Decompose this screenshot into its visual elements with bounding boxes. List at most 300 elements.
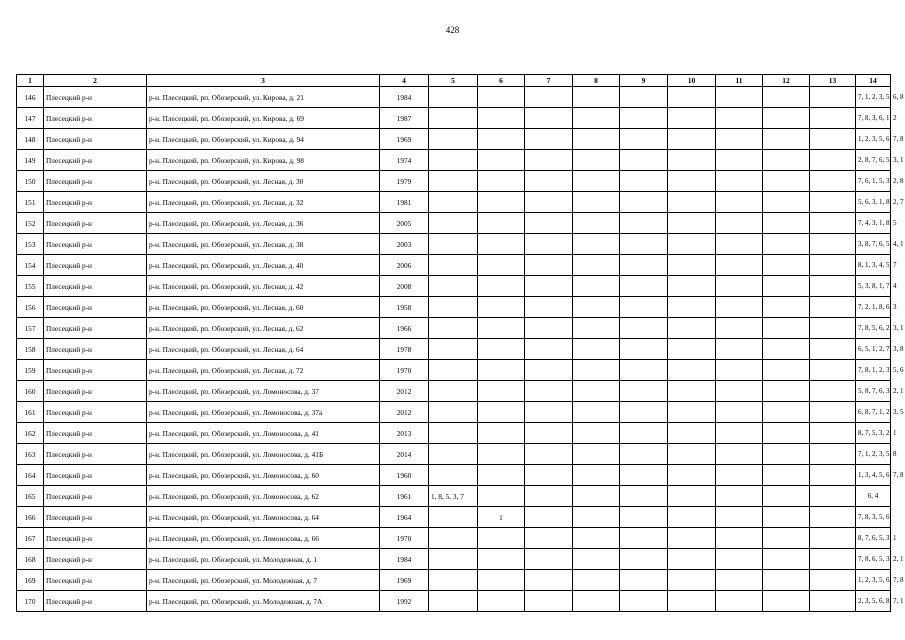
column-13-cell	[810, 465, 856, 486]
column-6-cell	[478, 192, 525, 213]
year-cell: 2008	[380, 276, 429, 297]
column-6-cell	[478, 213, 525, 234]
column-8-cell	[573, 318, 620, 339]
column-6-cell	[478, 339, 525, 360]
column-13-cell	[810, 591, 856, 612]
column-10-cell	[668, 444, 716, 465]
year-cell: 1969	[380, 570, 429, 591]
year-cell: 1984	[380, 549, 429, 570]
column-12-cell	[763, 570, 810, 591]
column-10-cell	[668, 234, 716, 255]
district-cell: Плесецкий р-н	[44, 297, 147, 318]
codes-cell: 8, 1, 3, 4, 5, 7	[856, 255, 891, 276]
year-cell: 1960	[380, 465, 429, 486]
codes-cell: 7, 1, 2, 3, 5, 6, 8	[856, 87, 891, 108]
row-number-cell: 154	[17, 255, 44, 276]
table-row	[17, 570, 891, 591]
column-9-cell	[620, 402, 668, 423]
column-11-cell	[716, 465, 763, 486]
column-12-cell	[763, 423, 810, 444]
year-cell: 2005	[380, 213, 429, 234]
table-row	[17, 129, 891, 150]
column-13-cell	[810, 402, 856, 423]
column-8-cell	[573, 423, 620, 444]
column-10-cell	[668, 402, 716, 423]
table-row	[17, 444, 891, 465]
column-10-cell	[668, 276, 716, 297]
codes-cell: 5, 8, 7, 6, 3, 2, 1	[856, 381, 891, 402]
district-cell: Плесецкий р-н	[44, 213, 147, 234]
column-7-cell	[525, 507, 573, 528]
address-cell: р-н. Плесецкий, рп. Обозерский, ул. Лесная, д. 60	[147, 297, 380, 318]
table-row	[17, 171, 891, 192]
column-5-cell	[429, 192, 478, 213]
address-cell: р-н. Плесецкий, рп. Обозерский, ул. Ломоносова, д. 37а	[147, 402, 380, 423]
registry-table	[16, 74, 904, 612]
table-row	[17, 402, 891, 423]
codes-cell: 8, 7, 6, 5, 3, 1	[856, 528, 891, 549]
column-6-cell	[478, 423, 525, 444]
column-13-cell	[810, 444, 856, 465]
column-13-cell	[810, 276, 856, 297]
column-7-cell	[525, 339, 573, 360]
row-number-cell: 167	[17, 528, 44, 549]
column-9-cell	[620, 339, 668, 360]
column-6-cell	[478, 234, 525, 255]
column-8-cell	[573, 276, 620, 297]
column-header: 10	[668, 75, 716, 87]
column-8-cell	[573, 87, 620, 108]
column-13-cell	[810, 381, 856, 402]
column-10-cell	[668, 108, 716, 129]
year-cell: 2012	[380, 402, 429, 423]
column-8-cell	[573, 339, 620, 360]
column-10-cell	[668, 570, 716, 591]
column-13-cell	[810, 549, 856, 570]
district-cell: Плесецкий р-н	[44, 150, 147, 171]
table-row	[17, 549, 891, 570]
row-number-cell: 168	[17, 549, 44, 570]
district-cell: Плесецкий р-н	[44, 507, 147, 528]
column-11-cell	[716, 507, 763, 528]
district-cell: Плесецкий р-н	[44, 192, 147, 213]
row-number-cell: 170	[17, 591, 44, 612]
column-11-cell	[716, 234, 763, 255]
year-cell: 2012	[380, 381, 429, 402]
address-cell: р-н. Плесецкий, рп. Обозерский, ул. Лесная, д. 32	[147, 192, 380, 213]
column-12-cell	[763, 318, 810, 339]
codes-cell: 5, 3, 8, 1, 7, 4	[856, 276, 891, 297]
column-11-cell	[716, 444, 763, 465]
row-number-cell: 148	[17, 129, 44, 150]
column-5-cell	[429, 549, 478, 570]
column-8-cell	[573, 234, 620, 255]
column-13-cell	[810, 486, 856, 507]
column-12-cell	[763, 87, 810, 108]
codes-cell: 1, 2, 3, 5, 6, 7, 8	[856, 570, 891, 591]
column-7-cell	[525, 402, 573, 423]
column-9-cell	[620, 234, 668, 255]
row-number-cell: 152	[17, 213, 44, 234]
column-10-cell	[668, 150, 716, 171]
column-13-cell	[810, 87, 856, 108]
column-12-cell	[763, 150, 810, 171]
column-6-cell	[478, 150, 525, 171]
column-6-cell	[478, 381, 525, 402]
column-8-cell	[573, 150, 620, 171]
column-7-cell	[525, 465, 573, 486]
table-row	[17, 297, 891, 318]
district-cell: Плесецкий р-н	[44, 87, 147, 108]
column-header: 3	[147, 75, 380, 87]
codes-cell: 8, 7, 5, 3, 2, 1	[856, 423, 891, 444]
table-row	[17, 150, 891, 171]
column-12-cell	[763, 339, 810, 360]
year-cell: 2013	[380, 423, 429, 444]
column-8-cell	[573, 507, 620, 528]
column-7-cell	[525, 360, 573, 381]
column-11-cell	[716, 423, 763, 444]
column-7-cell	[525, 129, 573, 150]
column-header: 12	[763, 75, 810, 87]
column-9-cell	[620, 87, 668, 108]
row-number-cell: 163	[17, 444, 44, 465]
column-7-cell	[525, 234, 573, 255]
address-cell: р-н. Плесецкий, рп. Обозерский, ул. Лесная, д. 62	[147, 318, 380, 339]
row-number-cell: 160	[17, 381, 44, 402]
column-7-cell	[525, 570, 573, 591]
address-cell: р-н. Плесецкий, рп. Обозерский, ул. Ломоносова, д. 60	[147, 465, 380, 486]
column-12-cell	[763, 192, 810, 213]
table-row	[17, 465, 891, 486]
column-9-cell	[620, 360, 668, 381]
district-cell: Плесецкий р-н	[44, 381, 147, 402]
address-cell: р-н. Плесецкий, рп. Обозерский, ул. Молодежная, д. 7А	[147, 591, 380, 612]
address-cell: р-н. Плесецкий, рп. Обозерский, ул. Ломоносова, д. 64	[147, 507, 380, 528]
column-6-cell	[478, 108, 525, 129]
codes-cell: 1, 2, 3, 5, 6, 7, 8	[856, 129, 891, 150]
address-cell: р-н. Плесецкий, рп. Обозерский, ул. Ломоносова, д. 41	[147, 423, 380, 444]
column-6-cell	[478, 297, 525, 318]
column-10-cell	[668, 549, 716, 570]
year-cell: 1969	[380, 129, 429, 150]
column-header: 11	[716, 75, 763, 87]
column-12-cell	[763, 234, 810, 255]
column-8-cell	[573, 528, 620, 549]
column-5-cell	[429, 507, 478, 528]
address-cell: р-н. Плесецкий, рп. Обозерский, ул. Лесная, д. 30	[147, 171, 380, 192]
table-header	[17, 75, 891, 87]
codes-cell: 6, 5, 1, 2, 7, 3, 8	[856, 339, 891, 360]
column-13-cell	[810, 213, 856, 234]
column-5-cell	[429, 528, 478, 549]
district-cell: Плесецкий р-н	[44, 360, 147, 381]
codes-cell: 3, 8, 7, 6, 5, 4, 1	[856, 234, 891, 255]
column-13-cell	[810, 150, 856, 171]
column-11-cell	[716, 339, 763, 360]
year-cell: 1992	[380, 591, 429, 612]
row-number-cell: 150	[17, 171, 44, 192]
column-8-cell	[573, 129, 620, 150]
column-9-cell	[620, 486, 668, 507]
district-cell: Плесецкий р-н	[44, 528, 147, 549]
column-12-cell	[763, 402, 810, 423]
table-row	[17, 87, 891, 108]
table-row	[17, 423, 891, 444]
row-number-cell: 146	[17, 87, 44, 108]
column-5-cell	[429, 381, 478, 402]
column-5-cell	[429, 318, 478, 339]
column-7-cell	[525, 423, 573, 444]
column-8-cell	[573, 171, 620, 192]
row-number-cell: 155	[17, 276, 44, 297]
column-5-cell	[429, 108, 478, 129]
district-cell: Плесецкий р-н	[44, 486, 147, 507]
column-header: 8	[573, 75, 620, 87]
column-10-cell	[668, 255, 716, 276]
column-5-cell	[429, 591, 478, 612]
column-8-cell	[573, 486, 620, 507]
column-8-cell	[573, 255, 620, 276]
row-number-cell: 166	[17, 507, 44, 528]
table-row	[17, 213, 891, 234]
column-7-cell	[525, 171, 573, 192]
address-cell: р-н. Плесецкий, рп. Обозерский, ул. Лесная, д. 42	[147, 276, 380, 297]
column-6-cell: 1	[478, 507, 525, 528]
column-5-cell: 1, 8, 5, 3, 7	[429, 486, 478, 507]
table-row	[17, 276, 891, 297]
district-cell: Плесецкий р-н	[44, 255, 147, 276]
column-10-cell	[668, 318, 716, 339]
district-cell: Плесецкий р-н	[44, 318, 147, 339]
column-header: 4	[380, 75, 429, 87]
column-9-cell	[620, 108, 668, 129]
table-row	[17, 108, 891, 129]
table-row	[17, 255, 891, 276]
year-cell: 1964	[380, 507, 429, 528]
column-12-cell	[763, 255, 810, 276]
column-9-cell	[620, 381, 668, 402]
header-row	[17, 75, 891, 87]
column-header: 5	[429, 75, 478, 87]
row-number-cell: 153	[17, 234, 44, 255]
column-5-cell	[429, 570, 478, 591]
row-number-cell: 157	[17, 318, 44, 339]
column-13-cell	[810, 171, 856, 192]
column-12-cell	[763, 465, 810, 486]
column-5-cell	[429, 255, 478, 276]
column-11-cell	[716, 192, 763, 213]
column-6-cell	[478, 591, 525, 612]
codes-cell: 7, 8, 5, 6, 2, 3, 1	[856, 318, 891, 339]
column-10-cell	[668, 528, 716, 549]
column-13-cell	[810, 507, 856, 528]
column-9-cell	[620, 171, 668, 192]
column-13-cell	[810, 234, 856, 255]
codes-cell: 1, 3, 4, 5, 6, 7, 8	[856, 465, 891, 486]
codes-cell: 5, 6, 3, 1, 8, 2, 7	[856, 192, 891, 213]
column-13-cell	[810, 528, 856, 549]
district-cell: Плесецкий р-н	[44, 234, 147, 255]
column-12-cell	[763, 507, 810, 528]
year-cell: 2003	[380, 234, 429, 255]
codes-cell: 7, 8, 3, 5, 6	[856, 507, 891, 528]
year-cell: 1979	[380, 171, 429, 192]
column-7-cell	[525, 192, 573, 213]
column-5-cell	[429, 150, 478, 171]
district-cell: Плесецкий р-н	[44, 129, 147, 150]
column-11-cell	[716, 171, 763, 192]
codes-cell: 6, 8, 7, 1, 2, 3, 5	[856, 402, 891, 423]
column-9-cell	[620, 549, 668, 570]
column-5-cell	[429, 213, 478, 234]
column-5-cell	[429, 339, 478, 360]
year-cell: 1958	[380, 297, 429, 318]
column-12-cell	[763, 381, 810, 402]
column-13-cell	[810, 423, 856, 444]
address-cell: р-н. Плесецкий, рп. Обозерский, ул. Лесная, д. 72	[147, 360, 380, 381]
column-13-cell	[810, 255, 856, 276]
column-9-cell	[620, 192, 668, 213]
column-8-cell	[573, 570, 620, 591]
table-row	[17, 318, 891, 339]
column-13-cell	[810, 108, 856, 129]
district-cell: Плесецкий р-н	[44, 465, 147, 486]
column-header: 14	[856, 75, 891, 87]
column-12-cell	[763, 297, 810, 318]
column-8-cell	[573, 444, 620, 465]
table-row	[17, 507, 891, 528]
column-6-cell	[478, 444, 525, 465]
column-11-cell	[716, 528, 763, 549]
column-8-cell	[573, 297, 620, 318]
year-cell: 1970	[380, 528, 429, 549]
codes-cell: 6, 4	[856, 486, 891, 507]
row-number-cell: 158	[17, 339, 44, 360]
column-10-cell	[668, 87, 716, 108]
column-8-cell	[573, 213, 620, 234]
address-cell: р-н. Плесецкий, рп. Обозерский, ул. Лесная, д. 36	[147, 213, 380, 234]
column-6-cell	[478, 171, 525, 192]
column-11-cell	[716, 87, 763, 108]
address-cell: р-н. Плесецкий, рп. Обозерский, ул. Ломоносова, д. 66	[147, 528, 380, 549]
column-5-cell	[429, 465, 478, 486]
column-7-cell	[525, 108, 573, 129]
column-9-cell	[620, 276, 668, 297]
table-row	[17, 381, 891, 402]
column-10-cell	[668, 339, 716, 360]
column-12-cell	[763, 444, 810, 465]
column-header: 9	[620, 75, 668, 87]
column-6-cell	[478, 549, 525, 570]
year-cell: 2014	[380, 444, 429, 465]
codes-cell: 7, 8, 3, 6, 1, 2	[856, 108, 891, 129]
column-10-cell	[668, 360, 716, 381]
column-6-cell	[478, 318, 525, 339]
row-number-cell: 156	[17, 297, 44, 318]
column-10-cell	[668, 297, 716, 318]
codes-cell: 7, 6, 1, 5, 3, 2, 8	[856, 171, 891, 192]
column-5-cell	[429, 402, 478, 423]
column-8-cell	[573, 192, 620, 213]
codes-cell: 2, 3, 5, 6, 8, 7, 1	[856, 591, 891, 612]
column-9-cell	[620, 213, 668, 234]
column-13-cell	[810, 192, 856, 213]
column-9-cell	[620, 318, 668, 339]
table-body	[17, 87, 904, 612]
column-10-cell	[668, 381, 716, 402]
table-row	[17, 339, 891, 360]
codes-cell: 7, 8, 6, 5, 3, 2, 1	[856, 549, 891, 570]
column-12-cell	[763, 171, 810, 192]
row-number-cell: 165	[17, 486, 44, 507]
codes-cell: 2, 8, 7, 6, 5, 3, 1	[856, 150, 891, 171]
row-number-cell: 161	[17, 402, 44, 423]
table-row	[17, 234, 891, 255]
column-13-cell	[810, 570, 856, 591]
column-7-cell	[525, 297, 573, 318]
column-11-cell	[716, 360, 763, 381]
codes-cell: 7, 8, 1, 2, 3, 5, 6	[856, 360, 891, 381]
column-5-cell	[429, 171, 478, 192]
column-5-cell	[429, 234, 478, 255]
year-cell: 1966	[380, 318, 429, 339]
table-row	[17, 192, 891, 213]
column-9-cell	[620, 570, 668, 591]
row-number-cell: 169	[17, 570, 44, 591]
column-6-cell	[478, 255, 525, 276]
district-cell: Плесецкий р-н	[44, 423, 147, 444]
column-12-cell	[763, 528, 810, 549]
column-11-cell	[716, 381, 763, 402]
column-9-cell	[620, 591, 668, 612]
column-5-cell	[429, 360, 478, 381]
column-12-cell	[763, 591, 810, 612]
column-7-cell	[525, 444, 573, 465]
district-cell: Плесецкий р-н	[44, 171, 147, 192]
column-11-cell	[716, 276, 763, 297]
column-7-cell	[525, 150, 573, 171]
year-cell: 1978	[380, 339, 429, 360]
column-7-cell	[525, 213, 573, 234]
column-11-cell	[716, 402, 763, 423]
column-6-cell	[478, 528, 525, 549]
address-cell: р-н. Плесецкий, рп. Обозерский, ул. Молодежная, д. 1	[147, 549, 380, 570]
column-12-cell	[763, 486, 810, 507]
district-cell: Плесецкий р-н	[44, 591, 147, 612]
column-header: 6	[478, 75, 525, 87]
column-7-cell	[525, 528, 573, 549]
column-11-cell	[716, 570, 763, 591]
column-10-cell	[668, 465, 716, 486]
column-11-cell	[716, 129, 763, 150]
column-10-cell	[668, 192, 716, 213]
row-number-cell: 159	[17, 360, 44, 381]
table-row	[17, 486, 891, 507]
column-5-cell	[429, 297, 478, 318]
column-header: 2	[44, 75, 147, 87]
column-10-cell	[668, 591, 716, 612]
column-7-cell	[525, 318, 573, 339]
table-row	[17, 528, 891, 549]
district-cell: Плесецкий р-н	[44, 570, 147, 591]
row-number-cell: 147	[17, 108, 44, 129]
column-6-cell	[478, 87, 525, 108]
column-5-cell	[429, 276, 478, 297]
district-cell: Плесецкий р-н	[44, 402, 147, 423]
column-9-cell	[620, 150, 668, 171]
year-cell: 1970	[380, 360, 429, 381]
